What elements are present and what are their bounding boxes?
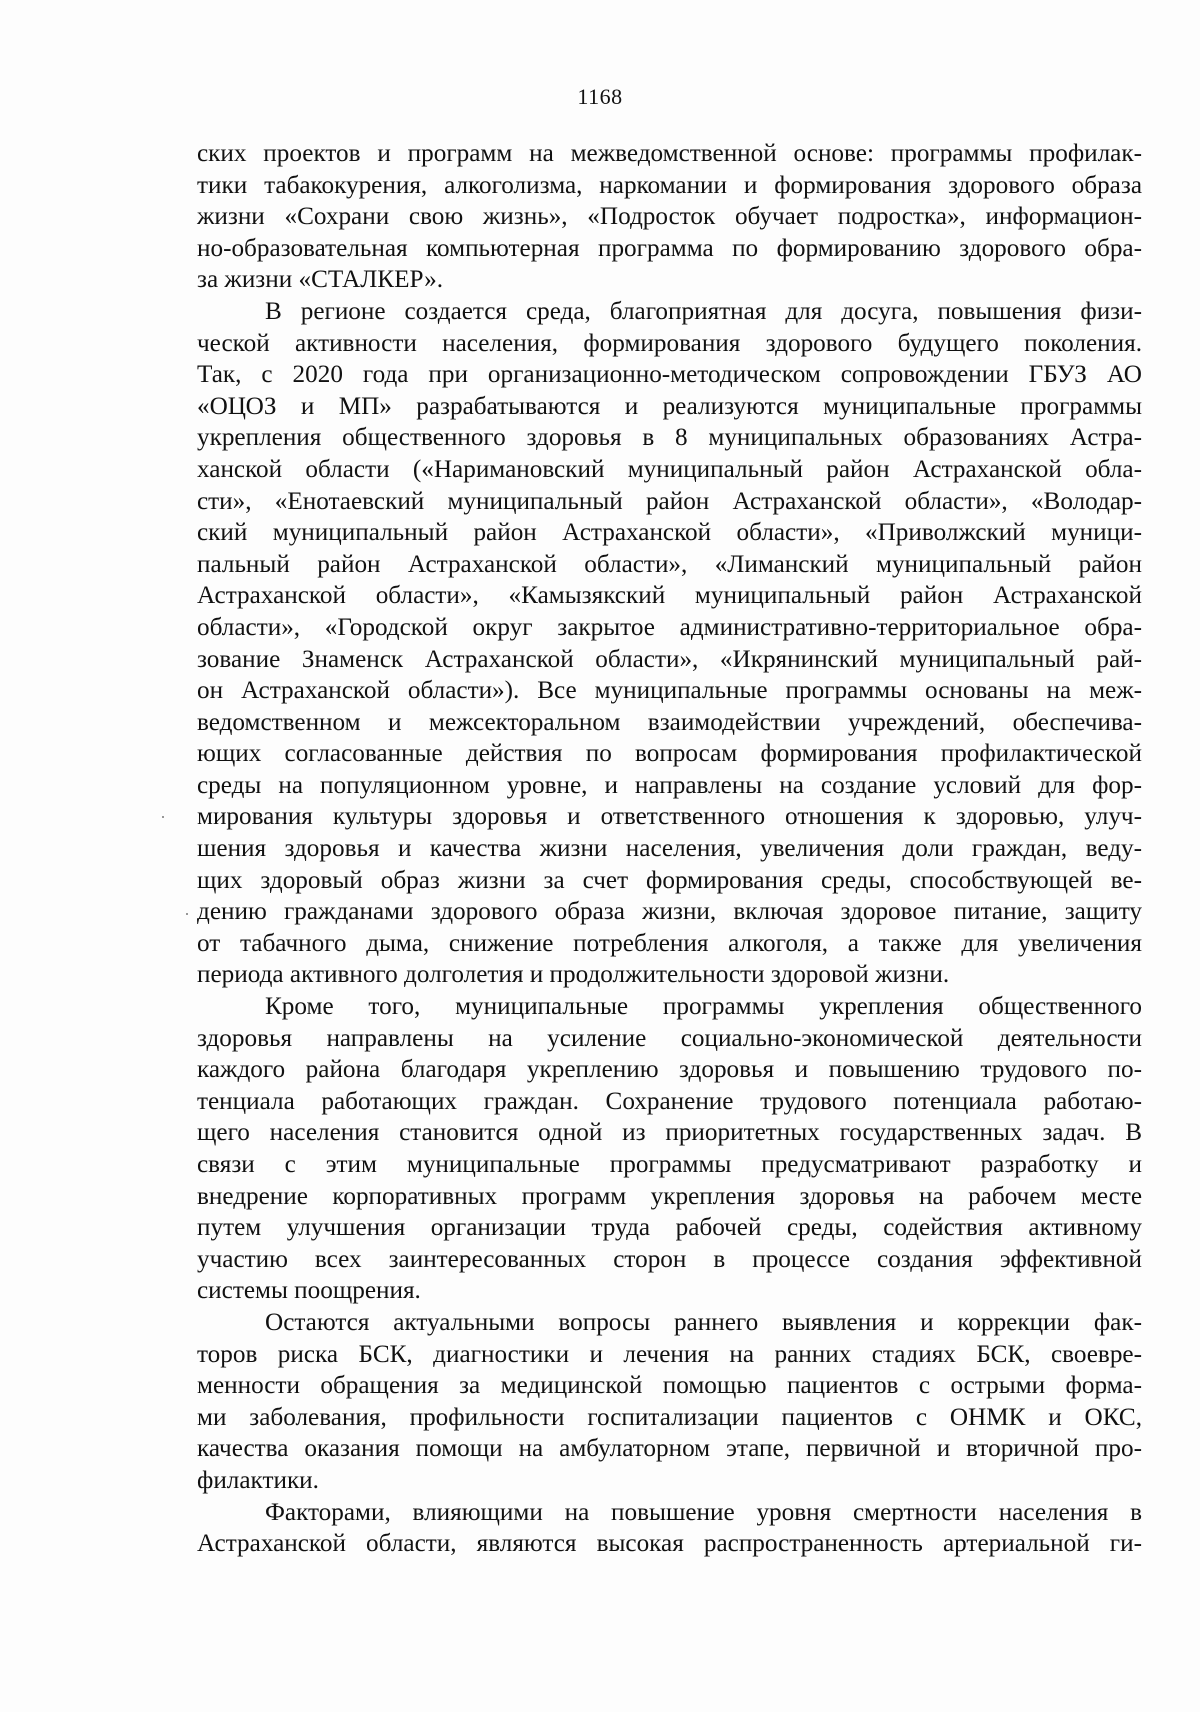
paragraph-1: [197, 138, 1142, 296]
text-line: качества оказания помощи на амбулаторном этапе, первичной и вторичной про-: [197, 1435, 1142, 1463]
text-line: Остаются актуальными вопросы раннего выявления и коррекции фак-: [265, 1308, 1142, 1336]
text-line: филактики.: [197, 1466, 319, 1494]
scan-speck: [186, 913, 188, 915]
text-line: среды на популяционном уровне, и направлены на создание условий для фор-: [197, 771, 1142, 799]
document-body: [197, 138, 1142, 1560]
text-line: связи с этим муниципальные программы предусматривают разработку и: [197, 1151, 1142, 1178]
text-line: щего населения становится одной из приоритетных государственных задач. В: [197, 1119, 1142, 1147]
text-line: ский муниципальный район Астраханской области», «Приволжский муници-: [197, 519, 1142, 547]
text-line: от табачного дыма, снижение потребления алкоголя, а также для увеличения: [197, 929, 1142, 957]
text-line: шения здоровья и качества жизни населения, увеличения доли граждан, веду-: [197, 835, 1142, 863]
text-line: тенциала работающих граждан. Сохранение трудового потенциала работаю-: [197, 1087, 1142, 1115]
paragraph-3: [197, 991, 1142, 1307]
text-line: дению гражданами здорового образа жизни, включая здоровое питание, защиту: [197, 898, 1142, 926]
text-line: ских проектов и программ на межведомственной основе: программы профилак-: [197, 140, 1142, 167]
text-line: Факторами, влияющими на повышение уровня смертности населения в: [265, 1498, 1142, 1526]
paragraph-4: [197, 1307, 1142, 1497]
text-line: внедрение корпоративных программ укрепления здоровья на рабочем месте: [197, 1182, 1142, 1210]
text-line: Астраханской области», «Камызякский муниципальный район Астраханской: [197, 582, 1142, 610]
text-line: каждого района благодаря укреплению здоровья и повышению трудового по-: [197, 1056, 1142, 1084]
text-line: путем улучшения организации труда рабочей среды, содействия активному: [197, 1214, 1142, 1242]
text-line: но-образовательная компьютерная программа по формированию здорового обра-: [197, 234, 1142, 262]
text-line: за жизни «СТАЛКЕР».: [197, 266, 444, 294]
page-number: 1168: [577, 84, 623, 109]
text-line: ханской области («Наримановский муниципальный район Астраханской обла-: [197, 455, 1142, 483]
scan-speck: [162, 816, 164, 818]
text-line: менности обращения за медицинской помощью пациентов с острыми форма-: [197, 1372, 1142, 1400]
text-line: зование Знаменск Астраханской области», «Икрянинский муниципальный рай-: [197, 645, 1142, 673]
text-line: тики табакокурения, алкоголизма, наркомании и формирования здорового образа: [197, 171, 1142, 199]
text-line: пальный район Астраханской области», «Лиманский муниципальный район: [197, 550, 1142, 578]
text-line: сти», «Енотаевский муниципальный район Астраханской области», «Володар-: [197, 487, 1142, 515]
text-line: ющих согласованные действия по вопросам формирования профилактической: [197, 740, 1142, 768]
text-line: «ОЦОЗ и МП» разрабатываются и реализуются муниципальные программы: [197, 392, 1142, 420]
text-line: В регионе создается среда, благоприятная для досуга, повышения физи-: [265, 297, 1142, 325]
text-line: он Астраханской области»). Все муниципальные программы основаны на меж-: [197, 677, 1142, 705]
paragraph-2: [197, 296, 1142, 991]
text-line: жизни «Сохрани свою жизнь», «Подросток обучает подростка», информацион-: [197, 203, 1142, 231]
text-line: Астраханской области, являются высокая распространенность артериальной ги-: [197, 1530, 1142, 1558]
text-line: Так, с 2020 года при организационно-методическом сопровождении ГБУЗ АО: [197, 361, 1142, 389]
text-line: мирования культуры здоровья и ответственного отношения к здоровью, улуч-: [197, 803, 1142, 831]
text-line: здоровья направлены на усиление социально-экономической деятельности: [197, 1024, 1142, 1052]
text-line: системы поощрения.: [197, 1277, 421, 1305]
text-line: Кроме того, муниципальные программы укрепления общественного: [265, 993, 1142, 1021]
text-line: укрепления общественного здоровья в 8 муниципальных образованиях Астра-: [197, 424, 1142, 452]
text-line: щих здоровый образ жизни за счет формирования среды, способствующей ве-: [197, 866, 1142, 894]
text-line: участию всех заинтересованных сторон в процессе создания эффективной: [197, 1245, 1142, 1273]
paragraph-5: [197, 1497, 1142, 1560]
text-line: области», «Городской округ закрытое административно-территориальное обра-: [197, 613, 1142, 641]
text-line: ми заболевания, профильности госпитализации пациентов с ОНМК и ОКС,: [197, 1403, 1142, 1431]
text-line: торов риска БСК, диагностики и лечения на ранних стадиях БСК, своевре-: [197, 1340, 1142, 1368]
text-line: ческой активности населения, формирования здорового будущего поколения.: [197, 329, 1142, 357]
text-line: периода активного долголетия и продолжительности здоровой жизни.: [197, 961, 950, 989]
text-line: ведомственном и межсекторальном взаимодействии учреждений, обеспечива-: [197, 708, 1142, 736]
